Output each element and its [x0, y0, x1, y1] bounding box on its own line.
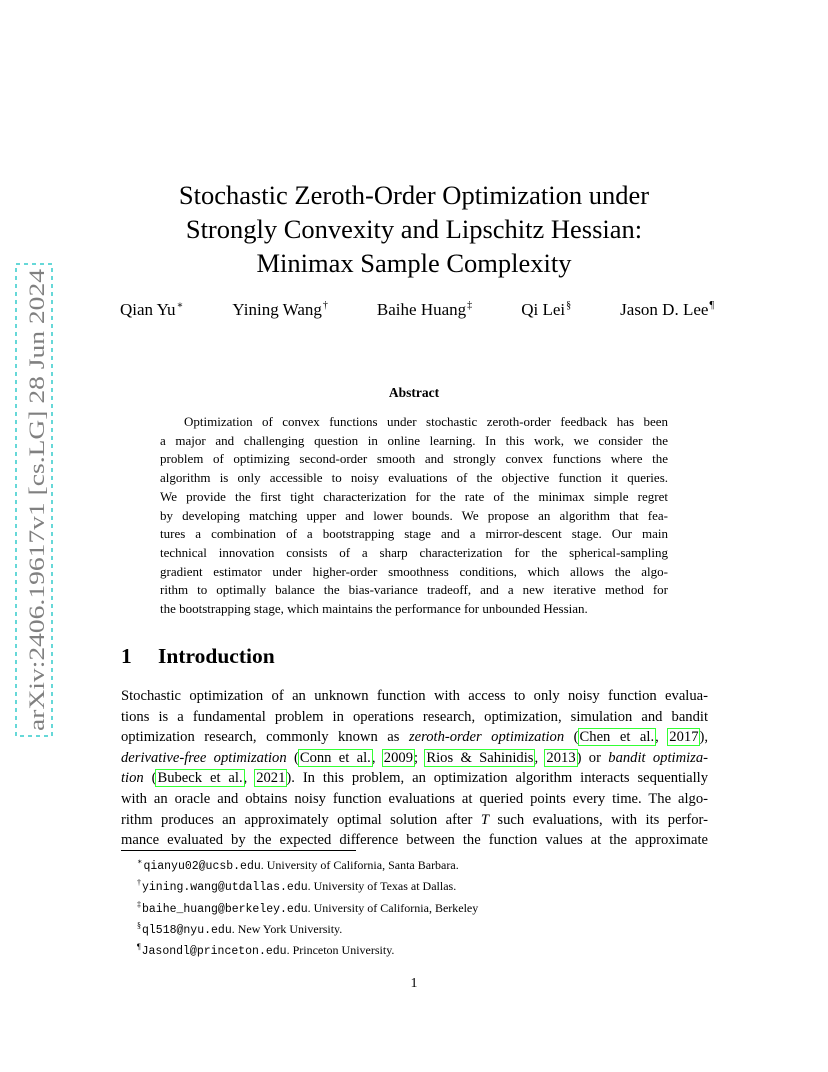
footnote-mark: ¶	[137, 942, 141, 952]
abstract-body	[160, 413, 668, 619]
title-line: Stochastic Zeroth-Order Optimization under	[178, 180, 650, 210]
section-number: 1	[121, 644, 132, 668]
citation-year-link[interactable]: 2021	[256, 770, 286, 787]
abstract-line: Optimization of convex functions under stochastic zeroth-order feedback has been	[184, 414, 668, 429]
author-footnote-link[interactable]: ‡	[467, 300, 473, 311]
abstract-line: gradient estimator under higher-order smoothness conditions, which allows the algo-	[160, 563, 668, 579]
abstract-line: rithm to optimally balance the bias-variance tradeoff, and a new iterative method for	[160, 582, 668, 598]
footnote-email[interactable]: Jasondl@princeton.edu	[141, 945, 287, 959]
title-line: Minimax Sample Complexity	[256, 248, 572, 278]
intro-line: rithm produces an approximately optimal solution after T such evaluations, with its perfor-	[121, 811, 708, 828]
abstract-line: algorithm is only accessible to noisy evaluations of the objective function it queries.	[160, 470, 668, 486]
abstract-line: the bootstrapping stage, which maintains the performance for unbounded Hessian.	[160, 601, 588, 617]
footnote-email[interactable]: baihe_huang@berkeley.edu	[142, 902, 308, 916]
author: Jason D. Lee¶	[620, 300, 714, 319]
footnote-rule	[121, 850, 356, 851]
intro-line: derivative-free optimization (Conn et al., 2009; Rios & Sahinidis, 2013) or bandit optimiza-	[121, 749, 709, 766]
footnote: ‡baihe_huang@berkeley.edu. University of California, Berkeley	[137, 899, 479, 916]
section-title: Introduction	[158, 644, 275, 668]
footnote: §ql518@nyu.edu. New York University.	[137, 920, 343, 937]
footnote: ¶Jasondl@princeton.edu. Princeton University.	[137, 942, 395, 959]
author: Yining Wang†	[232, 300, 328, 319]
citation-year-link[interactable]: 2013	[546, 749, 576, 766]
arxiv-stamp[interactable]	[14, 262, 54, 738]
intro-line: with an oracle and obtains noisy function evaluations at queried points every time. The algo-	[121, 790, 708, 807]
author-list	[120, 300, 714, 320]
footnote-email[interactable]: yining.wang@utdallas.edu	[142, 881, 308, 895]
intro-line: Stochastic optimization of an unknown function with access to only noisy function evalua-	[121, 688, 708, 704]
section-heading	[121, 644, 275, 669]
footnote-email[interactable]: qianyu02@ucsb.edu	[143, 860, 261, 873]
paper-title	[100, 178, 728, 280]
footnote-mark: §	[137, 920, 141, 930]
abstract-line: tures a combination of a bootstrapping stage and a mirror-descent stage. Our main	[160, 526, 668, 542]
arxiv-stamp-text: arXiv:2406.19617v1 [cs.LG] 28 Jun 2024	[24, 361, 49, 731]
footnote: †yining.wang@utdallas.edu. University of Texas at Dallas.	[137, 878, 457, 895]
footnote-mark: ∗	[137, 857, 143, 866]
author-footnote-link[interactable]: †	[322, 300, 328, 311]
footnote-email[interactable]: ql518@nyu.edu	[142, 923, 232, 937]
footnote: ∗qianyu02@ucsb.edu. University of California, Santa Barbara.	[137, 857, 459, 873]
author: Qi Lei§	[521, 300, 572, 319]
abstract-line: problem of optimizing second-order smooth and strongly convex functions where the	[160, 451, 668, 467]
intro-line: tions is a fundamental problem in operations research, optimization, simulation and bandit	[121, 708, 708, 725]
citation-year-link[interactable]: 2009	[383, 749, 413, 766]
author-footnote-link[interactable]: ∗	[176, 300, 184, 311]
intro-line: mance evaluated by the expected difference between the function values at the approximate	[121, 832, 708, 849]
author-footnote-link[interactable]: ¶	[709, 300, 714, 311]
citation-link[interactable]: Conn et al.	[299, 749, 371, 766]
citation-link[interactable]: Chen et al.	[579, 729, 655, 746]
footnote-mark: ‡	[137, 899, 141, 909]
citation-year-link[interactable]: 2017	[669, 729, 699, 746]
intro-line: optimization research, commonly known as zeroth-order optimization (Chen et al., 2017),	[121, 729, 708, 746]
author: Baihe Huang‡	[376, 300, 473, 319]
abstract-line: We provide the first tight characterization for the rate of the minimax simple regret	[160, 488, 668, 504]
footnotes	[137, 854, 478, 960]
math-variable: T	[480, 811, 489, 828]
citation-link[interactable]: Bubeck et al.	[157, 770, 243, 787]
abstract-line: technical innovation consists of a sharp characterization for the spherical-sampling	[160, 544, 668, 560]
footnote-mark: †	[137, 878, 141, 888]
intro-line: tion (Bubeck et al., 2021). In this problem, an optimization algorithm interacts sequentially	[121, 770, 709, 787]
citation-link[interactable]: Rios & Sahinidis	[426, 749, 534, 766]
abstract-line: by developing matching upper and lower bounds. We propose an algorithm that fea-	[160, 507, 668, 523]
abstract-heading: Abstract	[388, 385, 440, 400]
author-footnote-link[interactable]: §	[566, 300, 572, 311]
author: Qian Yu∗	[120, 300, 184, 319]
abstract-line: a major and challenging question in online learning. In this work, we consider the	[160, 432, 668, 448]
page-number: 1	[410, 976, 418, 991]
title-line: Strongly Convexity and Lipschitz Hessian:	[185, 214, 643, 244]
introduction-body	[121, 686, 708, 851]
